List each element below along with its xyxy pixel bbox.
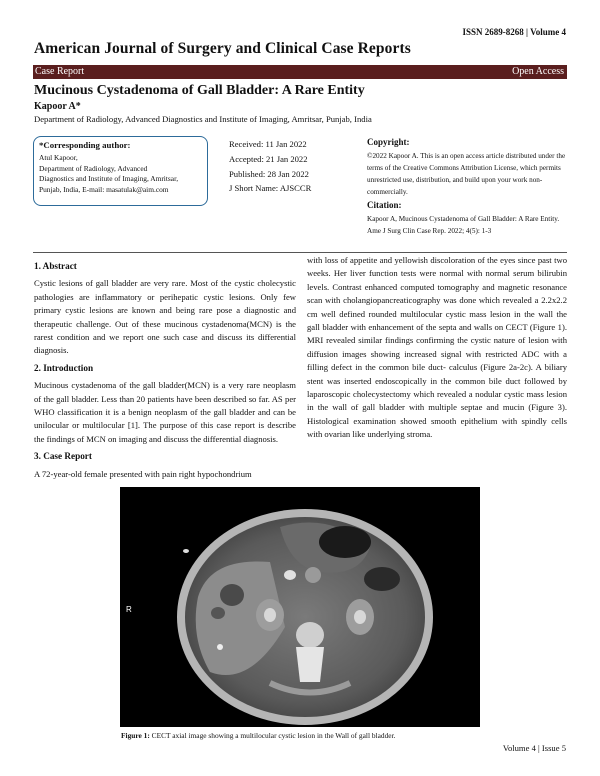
- left-column: [34, 256, 296, 481]
- open-access-label: Open Access: [512, 66, 564, 77]
- affiliation: Department of Radiology, Advanced Diagnostics and Institute of Imaging, Amritsar, Punjab, India: [34, 114, 372, 124]
- introduction-text: Mucinous cystadenoma of the gall bladder(MCN) is a very rare neoplasm of the gall bladder. Less than 20 patients have been described so far. AS per WHO classification it is a benign neoplasm of the gall bladder and can be unilocular or multilocular [1]. The purpose of this case report is describe the findings of MCN on imaging and discuss the differential diagnosis.: [34, 380, 296, 444]
- corresponding-line: Atul Kapoor,: [39, 153, 78, 162]
- accepted-date: Accepted: 21 Jan 2022: [229, 153, 308, 164]
- copyright-heading: Copyright:: [367, 137, 410, 147]
- ct-scan-graphic: [120, 487, 480, 727]
- corresponding-line: Diagnostics and Institute of Imaging, Amritsar,: [39, 174, 179, 184]
- ct-scan-image: [120, 487, 480, 727]
- section-divider: [33, 252, 567, 253]
- page-footer: Volume 4 | Issue 5: [502, 743, 566, 753]
- figure-caption: [121, 731, 395, 740]
- right-column: [307, 254, 567, 442]
- dates-block: [229, 137, 311, 196]
- published-date: Published: 28 Jan 2022: [229, 168, 309, 179]
- ct-orientation-marker: R: [126, 605, 132, 614]
- figure-caption-text: CECT axial image showing a multilocular cystic lesion in the Wall of gall bladder.: [151, 731, 396, 740]
- figure-label: Figure 1:: [121, 731, 150, 740]
- author: Kapoor A*: [34, 101, 81, 112]
- journal-title: American Journal of Surgery and Clinical Case Reports: [34, 40, 411, 57]
- case-report-text-start: A 72-year-old female presented with pain right hypochondrium: [34, 468, 252, 479]
- citation-heading: Citation:: [367, 200, 402, 210]
- copyright-block: [367, 137, 567, 237]
- received-date: Received: 11 Jan 2022: [229, 139, 307, 149]
- corresponding-author-box: [33, 136, 208, 206]
- article-type: Case Report: [35, 66, 85, 77]
- abstract-text: Cystic lesions of gall bladder are very rare. Most of the cystic cholecystic pathologies are inflammatory or perihepatic cystic lesions. Only few primary cystic lesions are known and being rare pose a diagnostic and therapeutic challenge. Out of these mucinous cystadenoma(MCN) is the rarest condition and we report one such case and discuss its differential diagnosis.: [34, 278, 296, 356]
- case-report-heading: 3. Case Report: [34, 451, 92, 462]
- abstract-heading: 1. Abstract: [34, 261, 77, 271]
- corresponding-line: Punjab, India, E-mail: masatulak@aim.com: [39, 185, 169, 195]
- citation-text: Kapoor A, Mucinous Cystadenoma of Gall Bladder: A Rare Entity. Ame J Surg Clin Case Rep. 2022; 4(5): 1-3: [367, 215, 560, 235]
- article-title: Mucinous Cystadenoma of Gall Bladder: A Rare Entity: [34, 83, 365, 98]
- introduction-heading: 2. Introduction: [34, 362, 94, 373]
- corresponding-heading: *Corresponding author:: [39, 140, 131, 150]
- corresponding-line: Department of Radiology, Advanced: [39, 163, 148, 173]
- issn-volume: ISSN 2689-8268 | Volume 4: [462, 27, 566, 37]
- case-report-text: with loss of appetite and yellowish discoloration of the eyes since past two weeks. Her liver function tests were normal with normal serum bilirubin levels. Contrast enhanced computed tomography and magnetic resonance scan with cholangiopancreaticography was done which revealed a 2.2x2.2 cm well defined rounded multilocular cystic mass lesion in the wall the gall bladder with enhancement of the septa and walls on CECT (Figure 1). MRI revealed similar findings confirming the cystic nature of lesion with diffusion images showing increased signal with restricted ADC with a filling defect in the common bile duct- calculus (Figure 2a-2c). A biliary stent was inserted endoscopically in the common bile duct followed by laparoscopic cholecystectomy which revealed a nodular cystic mass lesion in the wall of gall bladder with multiple septae and mucin (Figure 3). Histological examination showed smooth epithelium with spindly cells with ovarian like underlying stroma.: [307, 255, 567, 440]
- copyright-text: ©2022 Kapoor A. This is an open access article distributed under the terms of the Creative Commons Attribution License, which permits unrestricted use, distribution, and build upon your work non-commercially.: [367, 152, 566, 196]
- journal-short-name: J Short Name: AJSCCR: [229, 183, 312, 194]
- header-bar: [33, 65, 567, 79]
